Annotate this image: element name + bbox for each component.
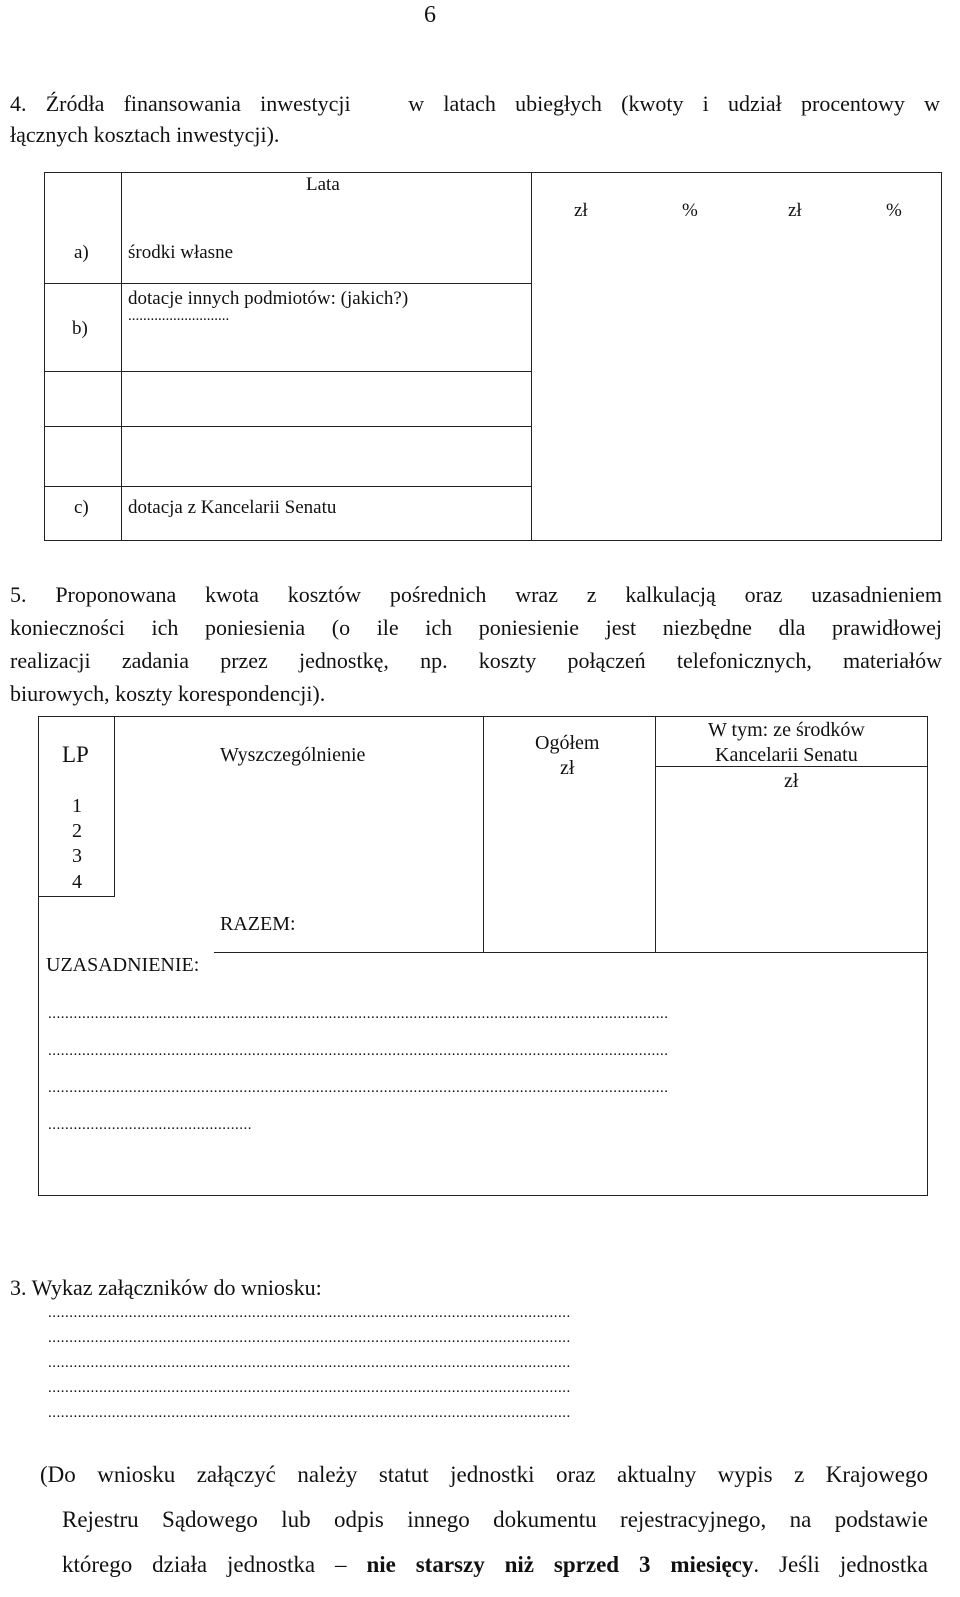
section-4-line-1: 4. Źródła finansowania inwestycji w latach ubiegłych (kwoty i udział procentowy w — [10, 91, 940, 116]
note-line-3-c: . Jeśli jednostka — [753, 1552, 929, 1577]
attachments-title: 3. Wykaz załączników do wniosku: — [10, 1275, 322, 1300]
col-wtym-line2: Kancelarii Senatu — [715, 744, 858, 766]
lata-header: Lata — [306, 174, 340, 195]
col-wtym-unit: zł — [784, 770, 799, 792]
justification-line-4[interactable]: ................................................ — [48, 1117, 252, 1133]
lp-3: 3 — [72, 845, 82, 867]
justification-line-3[interactable]: .................................................................................................................................................. — [48, 1080, 669, 1096]
section-5-line-3: realizacji zadania przez jednostkę, np. koszty połączeń telefonicznych, materiałów — [10, 648, 942, 673]
note-emphasis: nie starszy niż sprzed 3 miesięcy — [366, 1552, 754, 1577]
row-b-label: b) — [72, 318, 88, 339]
page-number: 6 — [424, 2, 436, 28]
razem-label: RAZEM: — [220, 913, 296, 935]
attachment-line-4[interactable]: ........................................................................................................................... — [48, 1380, 571, 1396]
indirect-costs-table — [38, 716, 928, 1196]
col-zl-2: zł — [788, 200, 802, 221]
attachment-line-1[interactable]: ........................................................................................................................... — [48, 1305, 571, 1321]
attachment-line-2[interactable]: ........................................................................................................................... — [48, 1330, 571, 1346]
row-c-label: c) — [74, 497, 89, 518]
lp-4: 4 — [72, 871, 82, 893]
row-b-dots: ........................... — [128, 308, 230, 324]
col-ogolem-unit: zł — [560, 757, 575, 779]
row-a-text: środki własne — [128, 242, 234, 263]
attachment-line-5[interactable]: ........................................................................................................................... — [48, 1405, 571, 1421]
col-lp: LP — [62, 742, 89, 767]
attachment-line-3[interactable]: ........................................................................................................................... — [48, 1355, 571, 1371]
section-4-line-2: łącznych kosztach inwestycji). — [10, 122, 280, 147]
note-line-3 — [40, 1542, 928, 1587]
col-pct-1: % — [682, 200, 698, 221]
col-wyszczegolnienie: Wyszczególnienie — [220, 744, 366, 766]
section-5-line-4: biurowych, koszty korespondencji). — [10, 681, 326, 706]
row-a-label: a) — [74, 242, 89, 263]
section-4-heading — [10, 88, 940, 150]
note-line-2: Rejestru Sądowego lub odpis innego dokumentu rejestracyjnego, na podstawie — [62, 1507, 928, 1532]
section-5-line-2: konieczności ich poniesienia (o ile ich poniesienie jest niezbędne dla prawidłowej — [10, 615, 942, 640]
section-5-heading — [10, 578, 942, 710]
attachment-note — [40, 1452, 928, 1587]
financing-sources-table — [44, 172, 942, 541]
col-ogolem: Ogółem — [535, 732, 600, 754]
col-wtym-line1: W tym: ze środków — [708, 719, 865, 741]
section-5-line-1: 5. Proponowana kwota kosztów pośrednich wraz z kalkulacją oraz uzasadnieniem — [10, 582, 942, 607]
col-pct-2: % — [886, 200, 902, 221]
row-c-text: dotacja z Kancelarii Senatu — [128, 497, 337, 518]
lp-1: 1 — [72, 795, 82, 817]
lp-2: 2 — [72, 820, 82, 842]
justification-line-2[interactable]: .................................................................................................................................................. — [48, 1043, 669, 1059]
note-line-3-a: którego działa jednostka – — [62, 1552, 367, 1577]
justification-line-1[interactable]: .................................................................................................................................................. — [48, 1006, 669, 1022]
row-b-text: dotacje innych podmiotów: (jakich?) — [128, 288, 409, 309]
col-zl-1: zł — [574, 200, 588, 221]
note-line-1: (Do wniosku załączyć należy statut jednostki oraz aktualny wypis z Krajowego — [40, 1462, 928, 1487]
uzasadnienie-label: UZASADNIENIE: — [46, 954, 200, 976]
